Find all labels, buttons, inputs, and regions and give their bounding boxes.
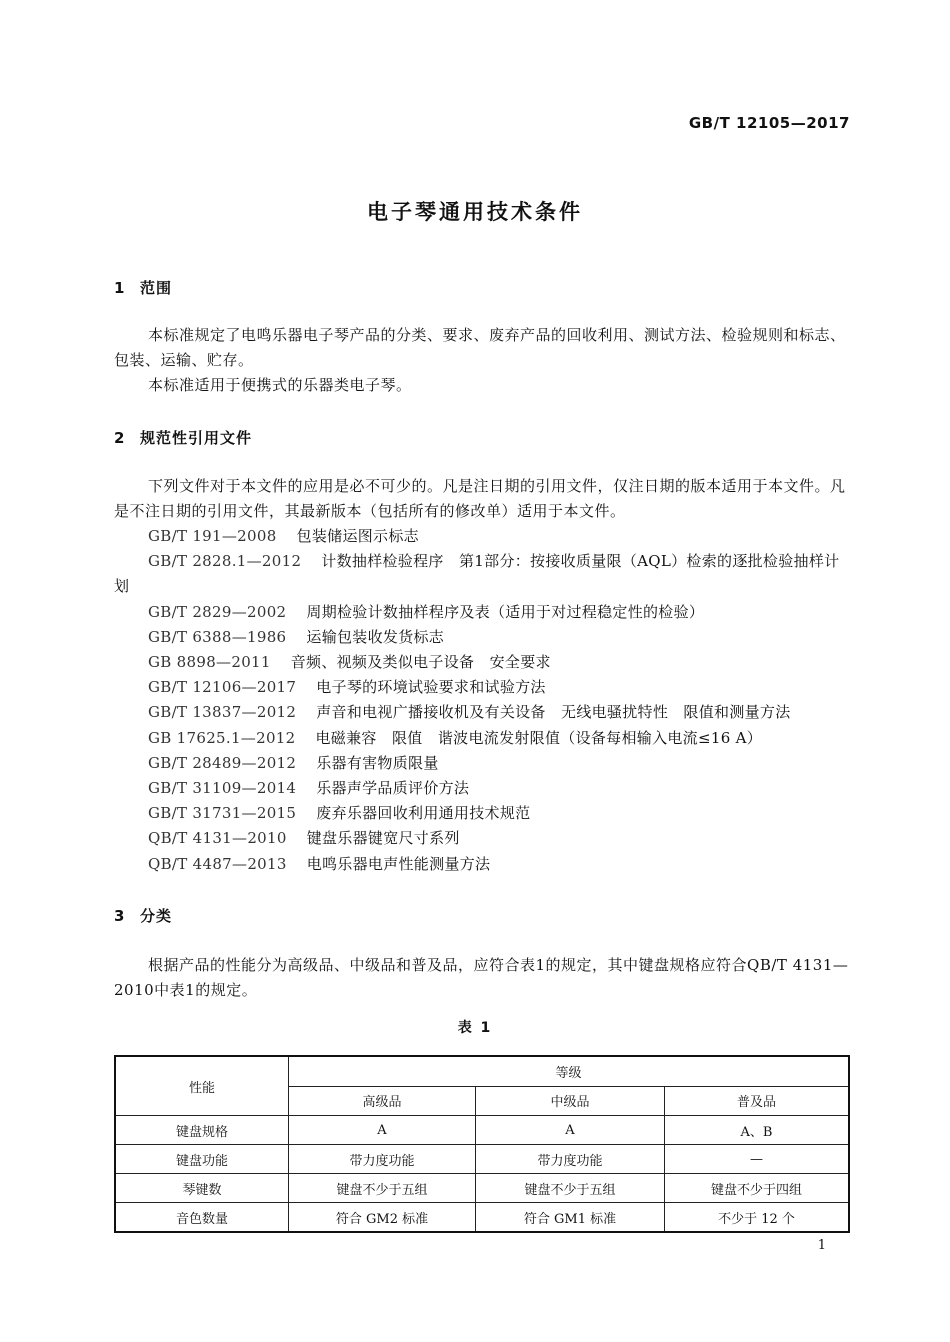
grade-column-header: 中级品 (476, 1086, 665, 1116)
reference-item (114, 852, 850, 877)
grade-column-header: 高级品 (289, 1086, 476, 1116)
reference-title: 计数抽样检验程序 第1部分：按接收质量限（AQL）检索的逐批检验抽样计划 (114, 552, 840, 596)
table-cell: A、B (665, 1116, 850, 1145)
reference-item (114, 776, 850, 801)
section-number: 2 (114, 429, 126, 447)
table-cell: 符合 GM2 标准 (289, 1203, 476, 1233)
reference-item (114, 675, 850, 700)
table-cell: — (665, 1145, 850, 1174)
table-row (115, 1145, 849, 1174)
reference-title: 包装储运图示标志 (296, 527, 419, 545)
table-row (115, 1203, 849, 1233)
grade-column-header: 普及品 (665, 1086, 850, 1116)
reference-title: 乐器有害物质限量 (316, 753, 439, 772)
table-cell: 键盘不少于四组 (665, 1174, 850, 1203)
table-cell: A (289, 1116, 476, 1145)
table-cell: 键盘不少于五组 (476, 1174, 665, 1203)
section-3-heading (114, 905, 172, 926)
section-title: 分类 (140, 907, 173, 925)
reference-title: 运输包装收发货标志 (306, 627, 445, 646)
table-cell: 不少于 12 个 (665, 1203, 850, 1233)
reference-code: GB/T 12106—2017 (148, 678, 297, 697)
reference-code: GB/T 191—2008 (148, 527, 277, 545)
table-cell: 带力度功能 (476, 1145, 665, 1174)
reference-code: GB/T 2829—2002 (148, 602, 287, 621)
reference-item (114, 801, 850, 826)
section-title: 范围 (140, 279, 173, 297)
grade-table (114, 1055, 850, 1233)
reference-item (114, 625, 850, 650)
reference-item (114, 826, 850, 851)
reference-code: QB/T 4487—2013 (148, 854, 287, 873)
reference-item (114, 650, 850, 675)
section-1-heading (114, 277, 172, 298)
reference-code: GB/T 31731—2015 (148, 804, 297, 823)
section-number: 1 (114, 279, 126, 297)
reference-title: 乐器声学品质评价方法 (316, 779, 470, 798)
reference-code: GB/T 6388—1986 (148, 627, 287, 646)
table-header-row (115, 1056, 849, 1086)
reference-title: 周期检验计数抽样程序及表（适用于对过程稳定性的检验） (306, 602, 705, 621)
reference-item (114, 600, 850, 625)
row-label: 琴键数 (115, 1174, 289, 1203)
section-2-intro: 下列文件对于本文件的应用是必不可少的。凡是注日期的引用文件，仅注日期的版本适用于本文件。凡是不注日期的引用文件，其最新版本（包括所有的修改单）适用于本文件。 (114, 477, 846, 520)
reference-title: 音频、视频及类似电子设备 安全要求 (290, 653, 551, 672)
reference-item (114, 726, 850, 751)
table-cell: 键盘不少于五组 (289, 1174, 476, 1203)
reference-title: 电鸣乐器电声性能测量方法 (306, 854, 491, 873)
reference-item (114, 700, 850, 725)
reference-code: GB 17625.1—2012 (148, 728, 296, 747)
reference-title: 电子琴的环境试验要求和试验方法 (316, 678, 546, 697)
reference-code: GB 8898—2011 (148, 653, 271, 672)
page-number: 1 (817, 1238, 826, 1253)
reference-code: QB/T 4131—2010 (148, 829, 287, 848)
row-label: 键盘功能 (115, 1145, 289, 1174)
reference-code: GB/T 31109—2014 (148, 779, 297, 798)
section-1-paragraph-2: 本标准适用于便携式的乐器类电子琴。 (148, 376, 412, 394)
section-2-heading (114, 427, 252, 448)
table-caption: 表 1 (457, 1020, 493, 1036)
section-1-paragraph-1: 本标准规定了电鸣乐器电子琴产品的分类、要求、废弃产品的回收利用、测试方法、检验规则和标志、包装、运输、贮存。 (114, 326, 846, 369)
reference-title: 键盘乐器键宽尺寸系列 (306, 829, 460, 848)
reference-code: GB/T 13837—2012 (148, 703, 297, 722)
reference-item (114, 524, 850, 549)
row-label: 键盘规格 (115, 1116, 289, 1145)
section-3-paragraph: 根据产品的性能分为高级品、中级品和普及品，应符合表1的规定，其中键盘规格应符合QB/T 4131—2010中表1的规定。 (114, 956, 849, 999)
reference-code: GB/T 2828.1—2012 (148, 552, 302, 571)
grade-header: 等级 (289, 1056, 850, 1086)
table-row (115, 1174, 849, 1203)
table-cell: A (476, 1116, 665, 1145)
reference-title: 声音和电视广播接收机及有关设备 无线电骚扰特性 限值和测量方法 (316, 703, 791, 722)
table-row (115, 1116, 849, 1145)
section-number: 3 (114, 907, 126, 925)
reference-item (114, 751, 850, 776)
performance-header: 性能 (115, 1056, 289, 1116)
reference-item (114, 549, 850, 599)
section-title: 规范性引用文件 (140, 429, 253, 447)
reference-title: 废弃乐器回收利用通用技术规范 (316, 804, 531, 823)
normative-references-list (114, 524, 850, 877)
reference-code: GB/T 28489—2012 (148, 753, 297, 772)
standard-number: GB/T 12105—2017 (688, 114, 850, 132)
table-cell: 带力度功能 (289, 1145, 476, 1174)
reference-title: 电磁兼容 限值 谐波电流发射限值（设备每相输入电流≤16 A） (315, 728, 763, 747)
row-label: 音色数量 (115, 1203, 289, 1233)
document-title: 电子琴通用技术条件 (367, 200, 583, 224)
table-cell: 符合 GM1 标准 (476, 1203, 665, 1233)
